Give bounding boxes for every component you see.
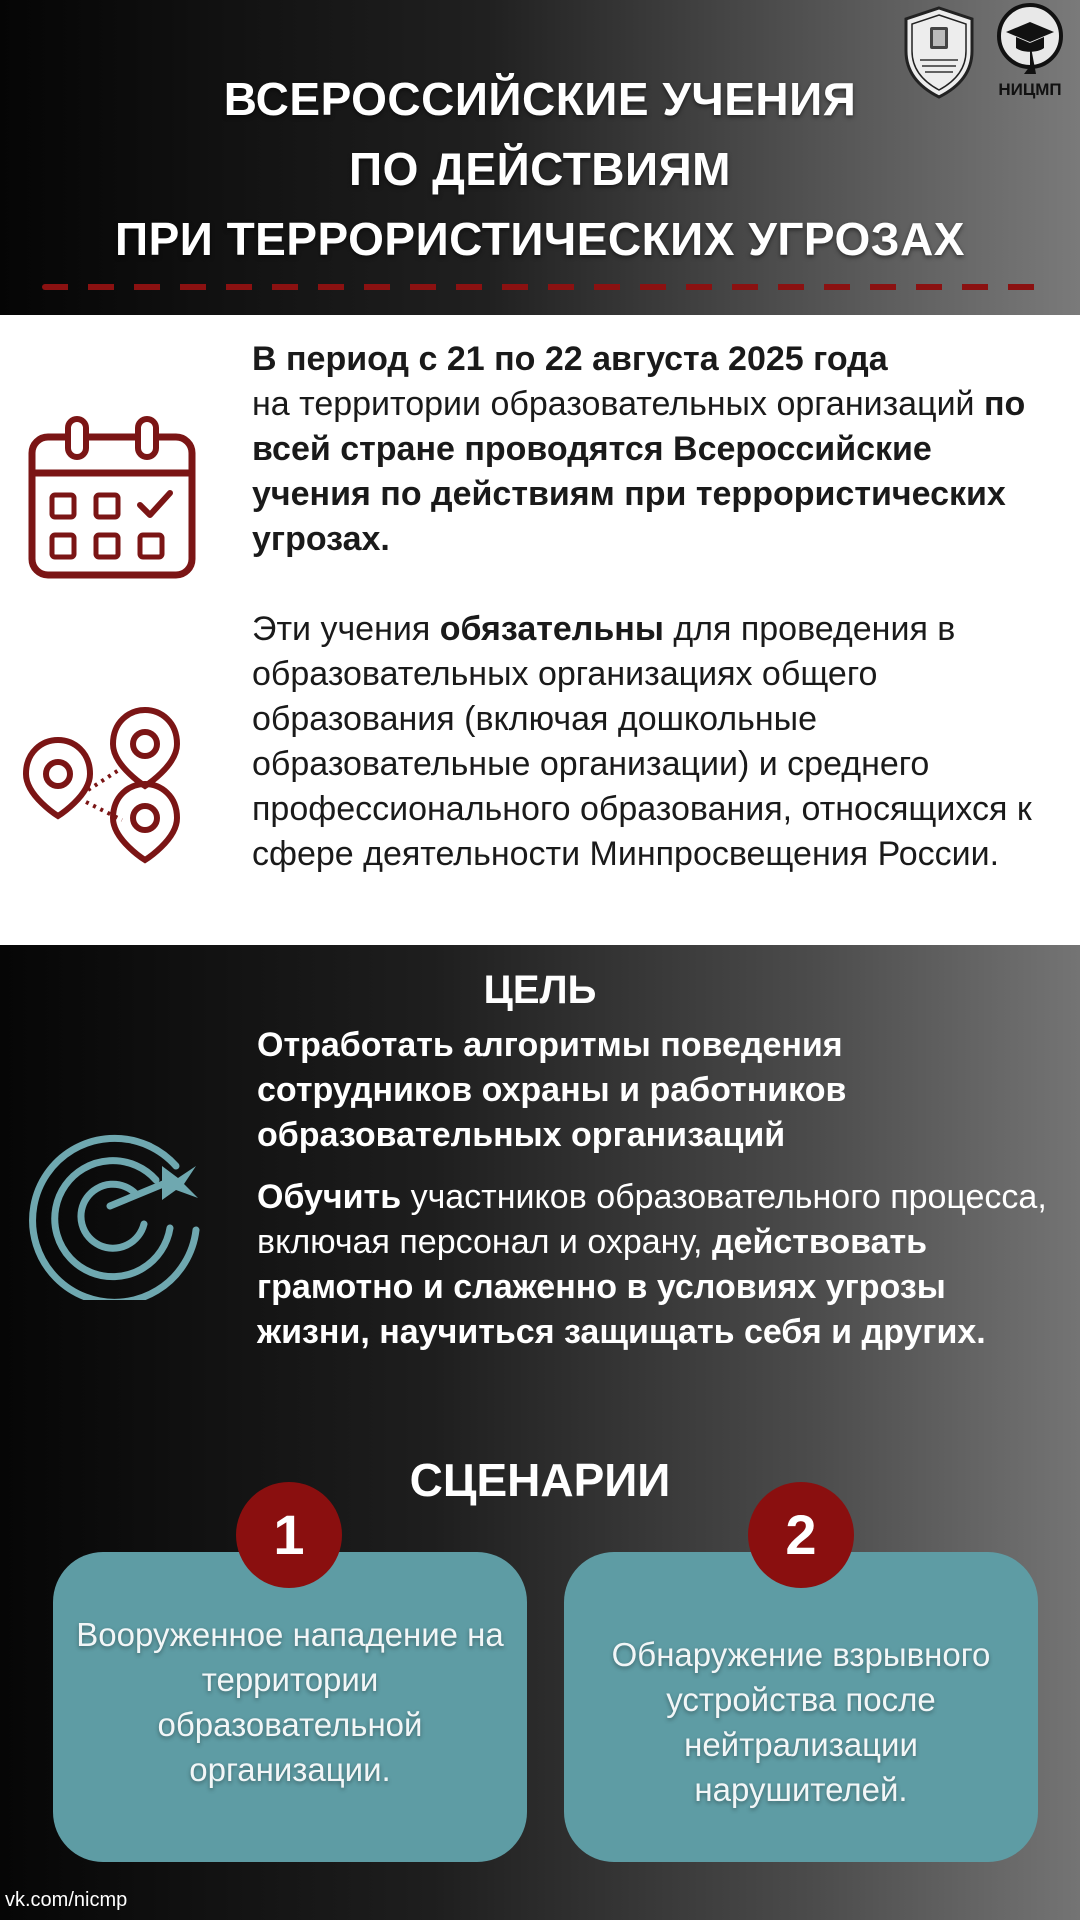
goal-participants-text: участников образовательного процесса, включая персонал и охрану, [257, 1178, 1047, 1261]
scenario-2-text: Обнаружение взрывного устройства после нейтрализации нарушителей. [611, 1636, 991, 1808]
goal-paragraph-1: Отработать алгоритмы поведения сотрудников охраны и работников образовательных организаций [257, 1026, 847, 1154]
info-dates-bold: В период с 21 по 22 августа 2025 года [252, 340, 888, 378]
scenario-2-number-badge: 2 [748, 1482, 854, 1588]
logo-label: НИЦМП [998, 80, 1062, 99]
info-section [0, 315, 1080, 945]
calendar-icon [28, 415, 196, 580]
goal-act-bold: действовать грамотно и слаженно в условиях угрозы жизни, научиться защищать себя и других. [257, 1223, 986, 1351]
scenario-card-1 [53, 1552, 527, 1862]
scenario-1-text: Вооруженное нападение на территории образовательной организации. [76, 1616, 504, 1788]
info-paragraph-dates [252, 337, 1052, 562]
header [0, 0, 1080, 315]
info-exercise-bold: по всей стране проводятся Всероссийские учения по действиям при террористических угрозах. [252, 385, 1026, 558]
goal-train-bold: Обучить [257, 1178, 402, 1216]
goal-heading: ЦЕЛЬ [483, 968, 597, 1012]
goal-section [0, 945, 1080, 1920]
title-line-2: ПО ДЕЙСТВИЯМ [349, 143, 731, 195]
scenario-1-number-badge: 1 [236, 1482, 342, 1588]
source-url: vk.com/nicmp [5, 1889, 128, 1911]
info-paragraph-mandatory [252, 607, 1052, 877]
target-arrow-icon [28, 1110, 223, 1300]
goal-paragraph-2 [257, 1175, 1057, 1355]
shield-emblem-icon [900, 5, 978, 100]
scenario-card-2 [564, 1552, 1038, 1862]
title-line-1: ВСЕРОССИЙСКИЕ УЧЕНИЯ [223, 73, 857, 125]
mandatory-text-after: для проведения в образовательных организациях общего образования (включая дошкольные образовательные организации) и среднего профессионального образования, относящихся к сфере деятельности Минпросвещения России. [252, 610, 1032, 873]
title-line-3: ПРИ ТЕРРОРИСТИЧЕСКИХ УГРОЗАХ [115, 213, 965, 265]
info-location-text: на территории образовательных организаций [252, 385, 975, 423]
scenarios-heading: СЦЕНАРИИ [409, 1454, 671, 1506]
mandatory-text-before: Эти учения [252, 610, 431, 648]
location-pins-icon [20, 670, 215, 880]
mandatory-bold: обязательны [439, 610, 664, 648]
dashed-divider [42, 284, 1038, 290]
